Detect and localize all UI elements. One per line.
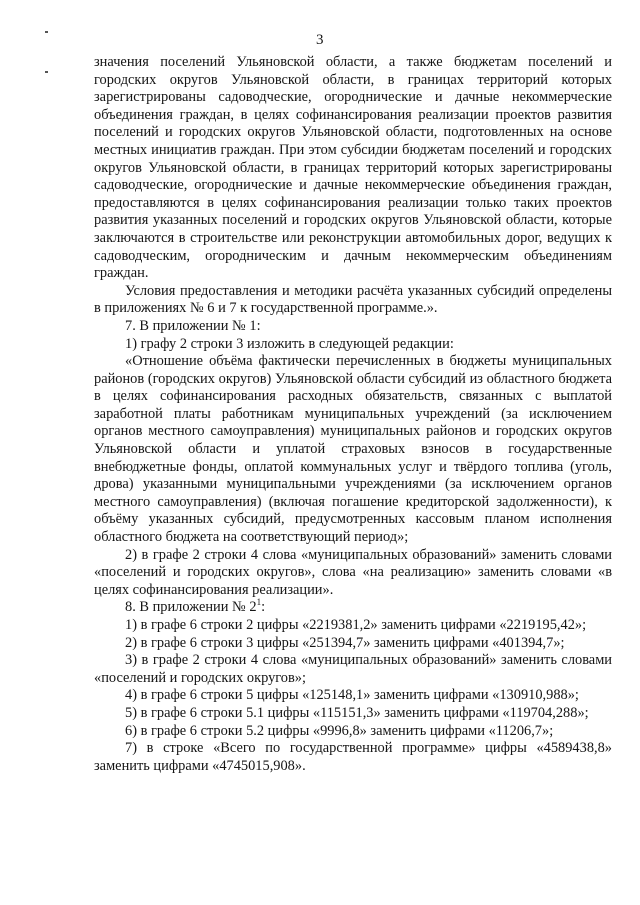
paragraph-item-7-2: 2) в графе 2 строки 4 слова «муниципальных образований» заменить словами «поселений и городских округов», слова «на реализацию» заменить словами «в целях софинансирования реализации». [94, 546, 612, 598]
paragraph-item-8 [94, 599, 612, 617]
paragraph-continuation: значения поселений Ульяновской области, а также бюджетам поселений и городских округов Ульяновской области, в границах территорий которых зарегистрированы садоводческие, огороднические и дачные некоммерческие объединения граждан, в целях софинансирования реализации проектов развития поселений и городских округов Ульяновской области, подготовленных на основе местных инициатив граждан. При этом субсидии бюджетам поселений и городских округов Ульяновской области, в границах территорий которых зарегистрированы садоводческие, огороднические и дачные некоммерческие объединения граждан, предоставляются в целях софинансирования реализации только таких проектов развития указанных поселений и городских округов Ульяновской области, которые заключаются в строительстве или реконструкции автомобильных дорог, ведущих к садоводческим, огородническим и дачным некоммерческим объединениям граждан. [94, 54, 612, 282]
paragraph-item-8-colon: : [261, 599, 266, 616]
paragraph-item-8-7: 7) в строке «Всего по государственной программе» цифры «4589438,8» заменить цифрами «4745015,908». [94, 740, 612, 774]
paragraph-subsidy-conditions: Условия предоставления и методики расчёта указанных субсидий определены в приложениях № 6 и 7 к государственной программе.». [94, 282, 612, 317]
document-body [94, 54, 612, 775]
scan-margin-mark [45, 71, 48, 73]
superscript-marker: 1 [256, 597, 262, 608]
paragraph-item-7: 7. В приложении № 1: [125, 317, 261, 334]
paragraph-item-8-1: 1) в графе 6 строки 2 цифры «2219381,2» заменить цифрами «2219195,42»; [125, 617, 587, 633]
paragraph-item-7-1: 1) графу 2 строки 3 изложить в следующей редакции: [125, 335, 454, 352]
paragraph-item-8-2: 2) в графе 6 строки 3 цифры «251394,7» заменить цифрами «401394,7»; [125, 634, 565, 651]
paragraph-item-8-3: 3) в графе 2 строки 4 слова «муниципальных образований» заменить словами «поселений и городских округов»; [94, 652, 612, 686]
paragraph-quoted-indicator: «Отношение объёма фактически перечисленных в бюджеты муниципальных районов (городских округов) Ульяновской области субсидий из областного бюджета в целях софинансирования расходных обязательств, связанных с выплатой заработной платы работникам муниципальных учреждений (за исключением органов местного самоуправления) муниципальных районов и городских округов Ульяновской области и уплатой страховых взносов в государственные внебюджетные фонды, оплатой коммунальных услуг и твёрдого топлива (уголь, дрова) указанными муниципальными учреждениями (за исключением органов местного самоуправления) (включая погашение кредиторской задолженности), к объёму указанных субсидий, предусмотренных кассовым планом исполнения областного бюджета на соответствующий период»; [94, 353, 612, 546]
paragraph-item-8-text: 8. В приложении № 2 [125, 599, 257, 616]
paragraph-item-8-4: 4) в графе 6 строки 5 цифры «125148,1» заменить цифрами «130910,988»; [125, 687, 579, 704]
page-number: 3 [316, 32, 324, 48]
paragraph-item-8-6: 6) в графе 6 строки 5.2 цифры «9996,8» заменить цифрами «11206,7»; [125, 722, 554, 739]
paragraph-item-8-5: 5) в графе 6 строки 5.1 цифры «115151,3» заменить цифрами «119704,288»; [125, 704, 589, 721]
